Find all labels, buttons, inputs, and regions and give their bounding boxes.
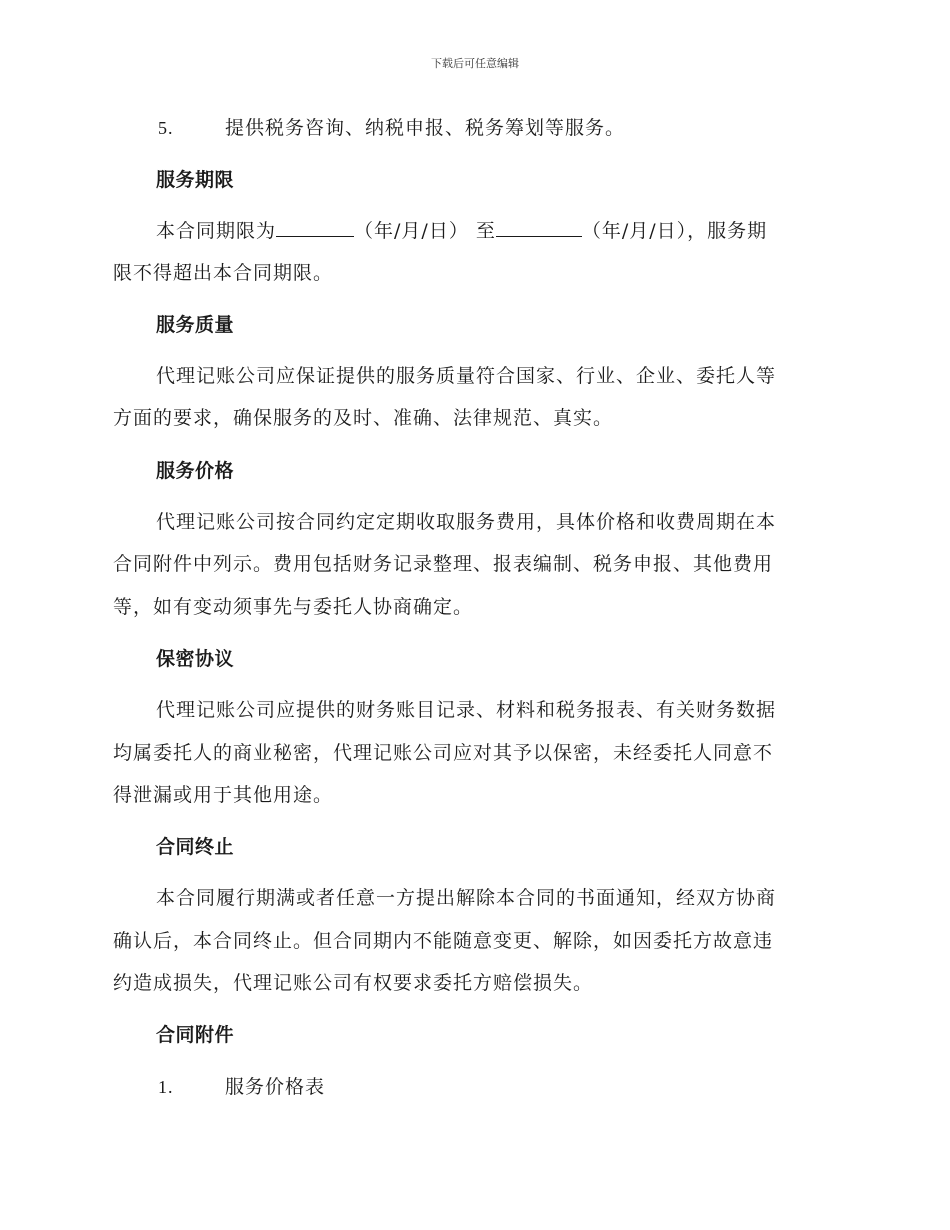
paragraph-line: 得泄漏或用于其他用途。 (113, 784, 334, 806)
section-heading-term: 服务期限 (156, 169, 235, 191)
paragraph-line: 代理记账公司按合同约定定期收取服务费用，具体价格和收费周期在本 (156, 511, 777, 533)
text-span: （年/月/日） (354, 220, 469, 242)
paragraph-line: 代理记账公司应提供的财务账目记录、材料和税务报表、有关财务数据 (156, 699, 777, 721)
section-heading-quality: 服务质量 (156, 314, 235, 336)
paragraph-line: 代理记账公司应保证提供的服务质量符合国家、行业、企业、委托人等 (156, 365, 777, 387)
list-number: 1. (158, 1077, 174, 1097)
list-text: 服务价格表 (225, 1076, 326, 1098)
list-number: 5. (158, 118, 174, 138)
paragraph-line: 合同附件中列示。费用包括财务记录整理、报表编制、税务申报、其他费用 (113, 553, 774, 575)
blank-line (276, 216, 354, 237)
page-header-note: 下载后可任意编辑 (431, 57, 519, 70)
text-span: 本合同期限为 (156, 220, 277, 242)
paragraph-line: 限不得超出本合同期限。 (113, 262, 334, 284)
paragraph-line (156, 216, 836, 245)
section-heading-termination: 合同终止 (156, 836, 235, 858)
text-span: （年/月/日），服务期 (581, 220, 768, 242)
section-heading-attachments: 合同附件 (156, 1024, 235, 1046)
list-text: 提供税务咨询、纳税申报、税务筹划等服务。 (225, 117, 626, 139)
paragraph-line: 确认后，本合同终止。但合同期内不能随意变更、解除，如因委托方故意违 (113, 930, 774, 952)
section-heading-confidential: 保密协议 (156, 648, 235, 670)
paragraph-line: 等，如有变动须事先与委托人协商确定。 (113, 596, 474, 618)
paragraph-line: 均属委托人的商业秘密，代理记账公司应对其予以保密，未经委托人同意不 (113, 742, 774, 764)
paragraph-line: 方面的要求，确保服务的及时、准确、法律规范、真实。 (113, 407, 614, 429)
text-span: 至 (468, 220, 496, 242)
blank-line (496, 216, 582, 237)
paragraph-line: 本合同履行期满或者任意一方提出解除本合同的书面通知，经双方协商 (156, 887, 777, 909)
paragraph-line: 约造成损失，代理记账公司有权要求委托方赔偿损失。 (113, 972, 594, 994)
section-heading-price: 服务价格 (156, 460, 235, 482)
